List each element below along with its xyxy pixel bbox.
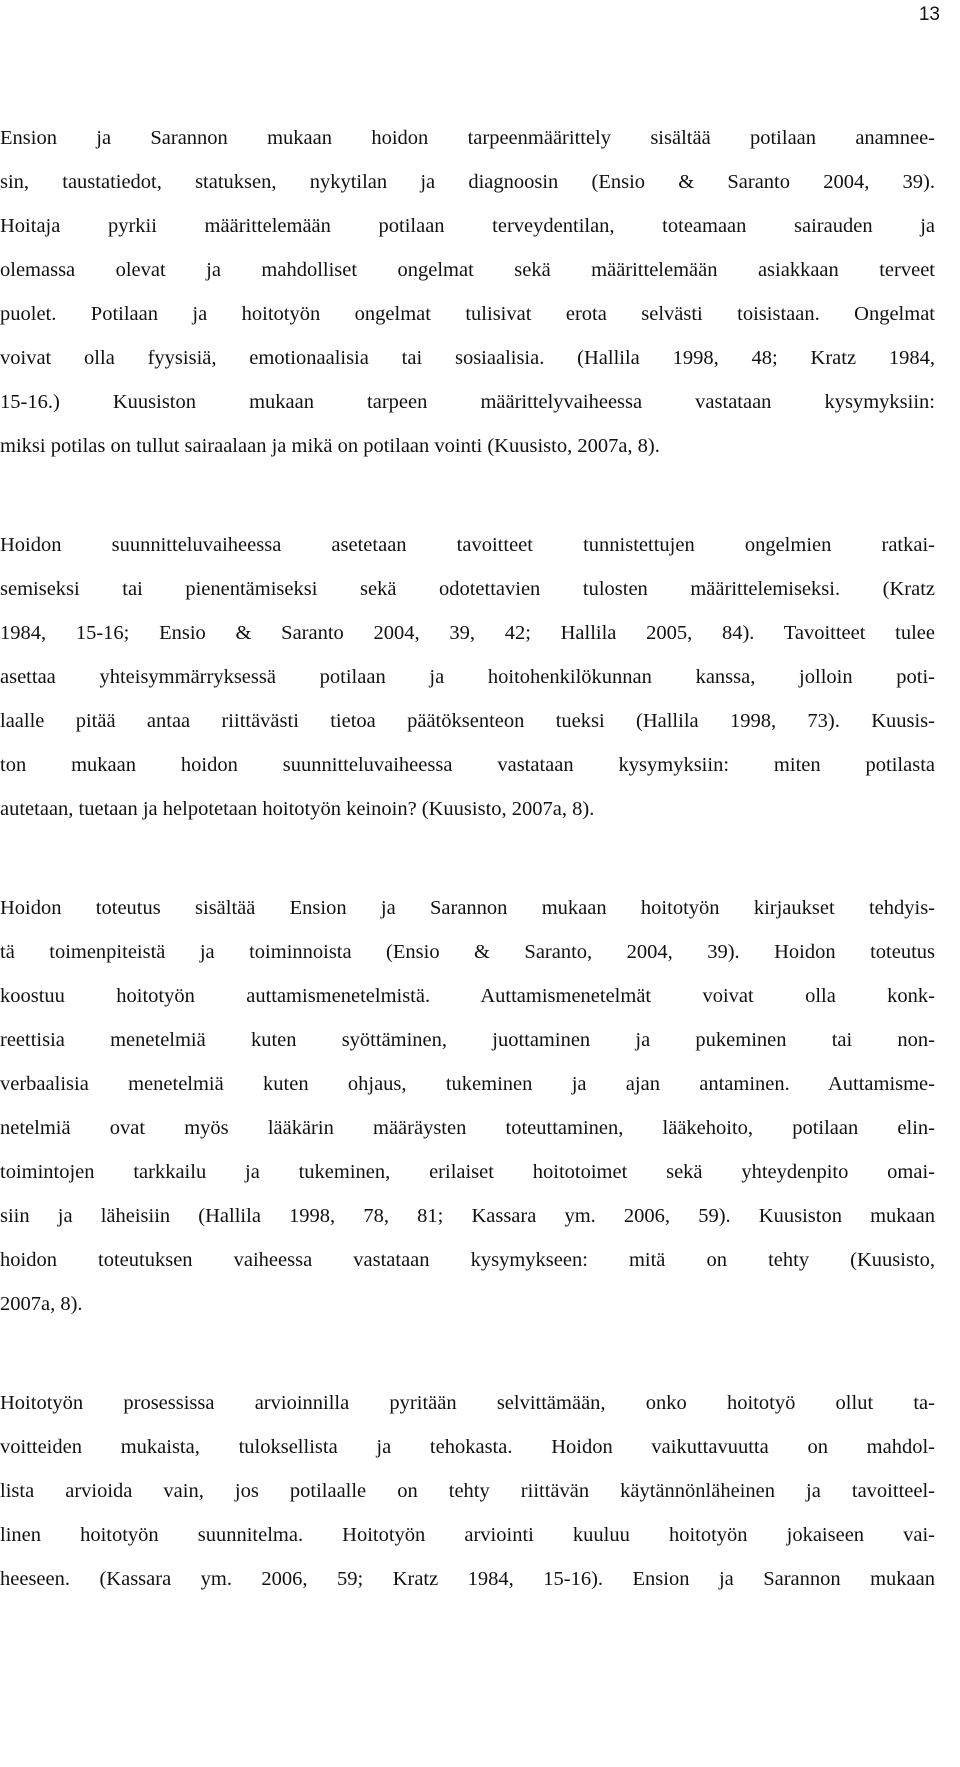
text-line: miksi potilas on tullut sairaalaan ja mikä on potilaan vointi (Kuusisto, 2007a, 8). — [0, 435, 660, 457]
text-line: verbaalisia menetelmiä kuten ohjaus, tukeminen ja ajan antaminen. Auttamisme- — [0, 1073, 935, 1095]
text-line: autetaan, tuetaan ja helpotetaan hoitotyön keinoin? (Kuusisto, 2007a, 8). — [0, 798, 595, 820]
text-line: 1984, 15-16; Ensio & Saranto 2004, 39, 42; Hallila 2005, 84). Tavoitteet tulee — [0, 622, 935, 644]
text-line: asettaa yhteisymmärryksessä potilaan ja hoitohenkilökunnan kanssa, jolloin poti- — [0, 666, 935, 688]
text-line: tä toimenpiteistä ja toiminnoista (Ensio & Saranto, 2004, 39). Hoidon toteutus — [0, 941, 935, 963]
text-line: voitteiden mukaista, tuloksellista ja tehokasta. Hoidon vaikuttavuutta on mahdol- — [0, 1436, 935, 1458]
text-line: reettisia menetelmiä kuten syöttäminen, juottaminen ja pukeminen tai non- — [0, 1029, 935, 1051]
text-line: laalle pitää antaa riittävästi tietoa päätöksenteon tueksi (Hallila 1998, 73). Kuusis- — [0, 710, 935, 732]
text-line: semiseksi tai pienentämiseksi sekä odotettavien tulosten määrittelemiseksi. (Kratz — [0, 578, 935, 600]
text-line: 15-16.) Kuusiston mukaan tarpeen määrittelyvaiheessa vastataan kysymyksiin: — [0, 391, 935, 413]
text-line: linen hoitotyön suunnitelma. Hoitotyön arviointi kuuluu hoitotyön jokaiseen vai- — [0, 1524, 935, 1546]
text-line: toimintojen tarkkailu ja tukeminen, erilaiset hoitotoimet sekä yhteydenpito omai- — [0, 1161, 935, 1183]
text-line: Hoidon toteutus sisältää Ension ja Sarannon mukaan hoitotyön kirjaukset tehdyis- — [0, 897, 935, 919]
paragraph — [0, 530, 960, 838]
text-line: Hoitaja pyrkii määrittelemään potilaan terveydentilan, toteamaan sairauden ja — [0, 215, 935, 237]
text-line: netelmiä ovat myös lääkärin määräysten toteuttaminen, lääkehoito, potilaan elin- — [0, 1117, 935, 1139]
text-line: ton mukaan hoidon suunnitteluvaiheessa vastataan kysymyksiin: miten potilasta — [0, 754, 935, 776]
text-line: olemassa olevat ja mahdolliset ongelmat sekä määrittelemään asiakkaan terveet — [0, 259, 935, 281]
text-line: koostuu hoitotyön auttamismenetelmistä. Auttamismenetelmät voivat olla konk- — [0, 985, 935, 1007]
text-line: lista arvioida vain, jos potilaalle on tehty riittävän käytännönläheinen ja tavoitteel- — [0, 1480, 935, 1502]
text-line: hoidon toteutuksen vaiheessa vastataan kysymykseen: mitä on tehty (Kuusisto, — [0, 1249, 935, 1271]
text-line: puolet. Potilaan ja hoitotyön ongelmat tulisivat erota selvästi toisistaan. Ongelmat — [0, 303, 935, 325]
page-number: 13 — [918, 4, 940, 25]
text-line: heeseen. (Kassara ym. 2006, 59; Kratz 1984, 15-16). Ension ja Sarannon mukaan — [0, 1568, 935, 1590]
text-line: Ension ja Sarannon mukaan hoidon tarpeenmäärittely sisältää potilaan anamnee- — [0, 127, 935, 149]
text-line: Hoidon suunnitteluvaiheessa asetetaan tavoitteet tunnistettujen ongelmien ratkai- — [0, 534, 935, 556]
paragraph — [0, 1388, 960, 1608]
text-line: voivat olla fyysisiä, emotionaalisia tai sosiaalisia. (Hallila 1998, 48; Kratz 1984, — [0, 347, 935, 369]
text-line: 2007a, 8). — [0, 1293, 83, 1315]
text-line: siin ja läheisiin (Hallila 1998, 78, 81; Kassara ym. 2006, 59). Kuusiston mukaan — [0, 1205, 935, 1227]
paragraph — [0, 123, 960, 475]
body-text — [0, 123, 960, 1663]
text-line: Hoitotyön prosessissa arvioinnilla pyritään selvittämään, onko hoitotyö ollut ta- — [0, 1392, 935, 1414]
text-line: sin, taustatiedot, statuksen, nykytilan ja diagnoosin (Ensio & Saranto 2004, 39). — [0, 171, 935, 193]
paragraph — [0, 893, 960, 1333]
